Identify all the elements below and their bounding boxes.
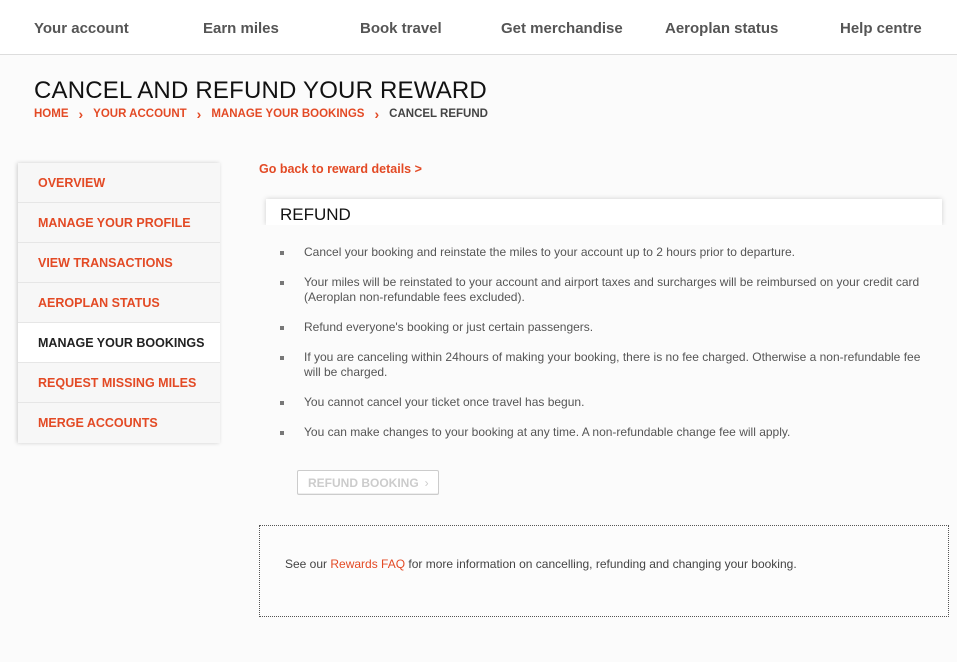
bullet-icon — [280, 401, 284, 405]
bullet-text: If you are canceling within 24hours of making your booking, there is no fee charged. Otherwise a non-refundable fee will be charged. — [304, 350, 921, 379]
refund-booking-button[interactable] — [297, 470, 439, 495]
bullet-icon — [280, 281, 284, 285]
account-sidebar — [18, 163, 220, 443]
bullet-text: You can make changes to your booking at any time. A non-refundable change fee will apply. — [304, 425, 791, 439]
breadcrumb-manage-bookings[interactable]: MANAGE YOUR BOOKINGS — [211, 108, 365, 120]
breadcrumb-chevron-icon: › — [78, 106, 84, 122]
nav-your-account[interactable]: Your account — [34, 20, 129, 37]
back-to-reward-details-link[interactable]: Go back to reward details > — [259, 162, 422, 176]
nav-help-centre[interactable]: Help centre — [840, 20, 922, 37]
chevron-right-icon: › — [424, 475, 429, 490]
sidebar-item-aeroplan-status[interactable]: AEROPLAN STATUS — [18, 283, 220, 323]
breadcrumb-chevron-icon: › — [374, 106, 380, 122]
sidebar-item-overview[interactable]: OVERVIEW — [18, 163, 220, 203]
faq-prefix: See our — [285, 557, 331, 571]
rewards-faq-link[interactable]: Rewards FAQ — [330, 557, 406, 571]
sidebar-item-merge-accounts[interactable]: MERGE ACCOUNTS — [18, 403, 220, 443]
bullet-text: Your miles will be reinstated to your account and airport taxes and surcharges will be reimbursed on your credit card (Aeroplan non-refundable fees excluded). — [304, 275, 920, 304]
sidebar-item-request-missing-miles[interactable]: REQUEST MISSING MILES — [18, 363, 220, 403]
nav-book-travel[interactable]: Book travel — [360, 20, 442, 37]
bullet-icon — [280, 326, 284, 330]
refund-section-header — [266, 199, 942, 225]
refund-booking-label: REFUND BOOKING — [308, 475, 419, 490]
bullet-icon — [280, 251, 284, 255]
bullet-icon — [280, 356, 284, 360]
nav-aeroplan-status[interactable]: Aeroplan status — [665, 20, 779, 37]
page-title: CANCEL AND REFUND YOUR REWARD — [34, 77, 487, 104]
sidebar-item-manage-profile[interactable]: MANAGE YOUR PROFILE — [18, 203, 220, 243]
bullet-text: You cannot cancel your ticket once travel has begun. — [304, 395, 585, 409]
breadcrumb-chevron-icon: › — [196, 106, 202, 122]
bullet-text: Cancel your booking and reinstate the miles to your account up to 2 hours prior to departure. — [304, 245, 795, 259]
nav-earn-miles[interactable]: Earn miles — [203, 20, 279, 37]
sidebar-item-view-transactions[interactable]: VIEW TRANSACTIONS — [18, 243, 220, 283]
top-navigation — [0, 0, 957, 55]
breadcrumb — [34, 107, 488, 121]
breadcrumb-current: CANCEL REFUND — [389, 108, 488, 120]
faq-info-box — [259, 525, 949, 617]
nav-get-merchandise[interactable]: Get merchandise — [501, 20, 623, 37]
refund-title: REFUND — [280, 205, 351, 224]
breadcrumb-home[interactable]: HOME — [34, 108, 69, 120]
bullet-icon — [280, 431, 284, 435]
bullet-text: Refund everyone's booking or just certain passengers. — [304, 320, 594, 334]
sidebar-item-manage-bookings[interactable]: MANAGE YOUR BOOKINGS — [18, 323, 220, 363]
faq-text — [285, 557, 797, 571]
faq-suffix: for more information on cancelling, refunding and changing your booking. — [405, 557, 797, 571]
breadcrumb-your-account[interactable]: YOUR ACCOUNT — [93, 108, 187, 120]
